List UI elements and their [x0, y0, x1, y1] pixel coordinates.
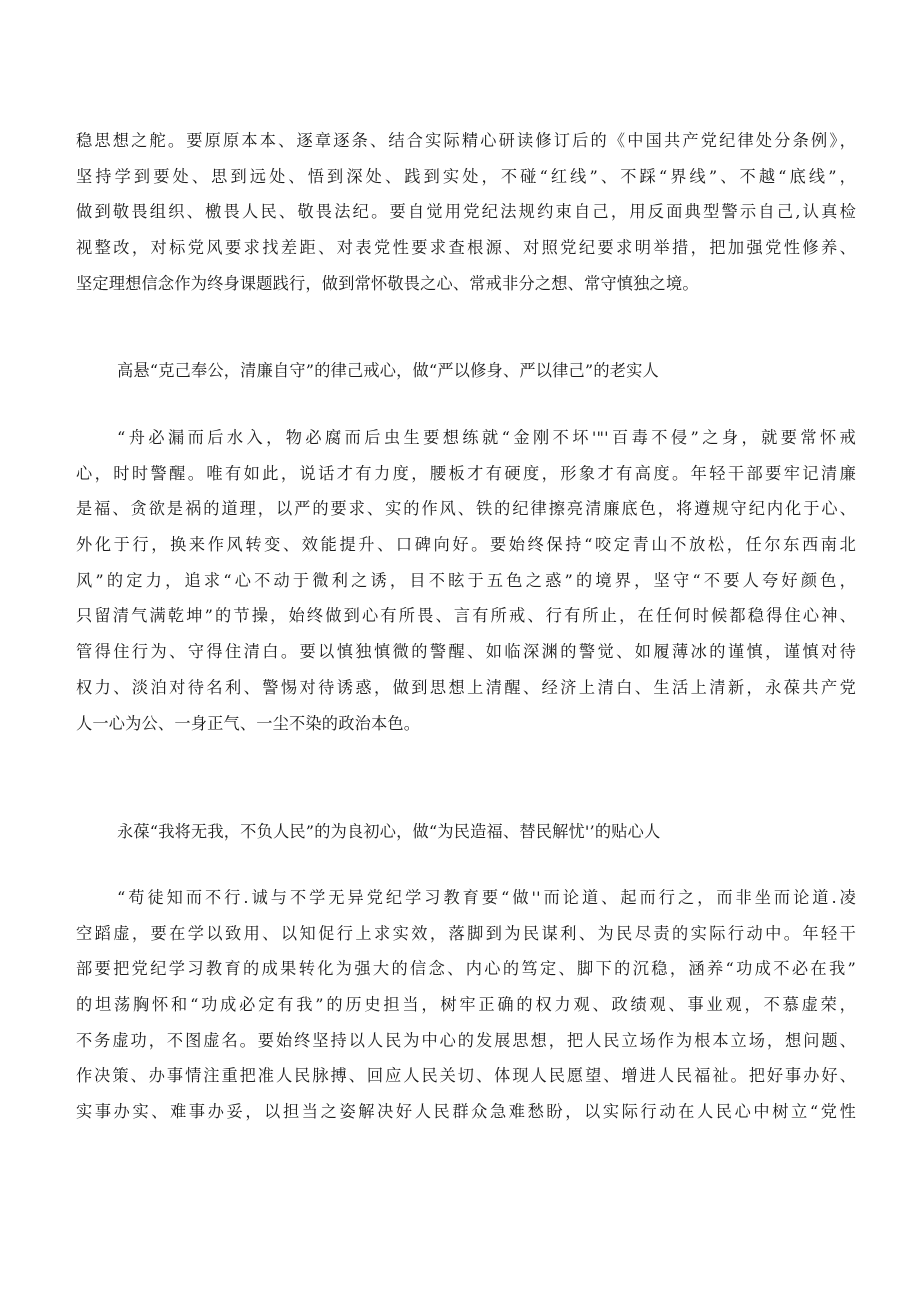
- text-line: “苟徒知而不行.诚与不学无异党纪学习教育要“做''而论道、起而行之，而非坐而论道.凌: [117, 888, 856, 907]
- paragraph-integrity: [76, 420, 856, 741]
- text-line: 人一心为公、一身正气、一尘不染的政治本色。: [76, 713, 421, 733]
- section-heading-self-discipline: 高悬“克己奉公，清廉自守”的律己戒心，做“严以修身、严以律己”的老实人: [117, 361, 659, 380]
- text-line: 视整改，对标党风要求找差距、对表党性要求查根源、对照党纪要求明举措，把加强党性修养、: [76, 238, 856, 258]
- text-line: 实事办实、难事办妥，以担当之姿解决好人民群众急难愁盼，以实际行动在人民心中树立“党性: [76, 1102, 856, 1122]
- text-line: 坚定理想信念作为终身课题践行，做到常怀敬畏之心、常戒非分之想、常守慎独之境。: [76, 273, 699, 293]
- text-line: 是福、贪欲是祸的道理，以严的要求、实的作风、铁的纪律擦亮清廉底色，将遵规守纪内化于心、: [76, 499, 856, 519]
- text-line: 外化于行，换来作风转变、效能提升、口碑向好。要始终保持“咬定青山不放松，任尔东西南北: [76, 535, 856, 555]
- text-line: 风”的定力，追求“心不动于微利之诱，目不眩于五色之惑”的境界，坚守“不要人夸好颜色，: [76, 570, 856, 590]
- paragraph-discipline-study: [76, 123, 856, 301]
- text-line: 空蹈虚，要在学以致用、以知促行上求实效，落脚到为民谋利、为民尽责的实际行动中。年轻干: [76, 923, 856, 943]
- text-line: 权力、淡泊对待名利、警惕对待诱惑，做到思想上清醒、经济上清白、生活上清新，永葆共产党: [76, 677, 856, 697]
- section-heading-serve-people: 永葆“我将无我，不负人民”的为良初心，做“为民造福、替民解忧'’的贴心人: [117, 822, 661, 841]
- text-line: 做到敬畏组织、檄畏人民、敬畏法纪。要自觉用党纪法规约束自己，用反面典型警示自己,认真检: [76, 202, 856, 222]
- text-line: 稳思想之舵。要原原本本、逐章逐条、结合实际精心研读修订后的《中国共产党纪律处分条例》，: [76, 131, 856, 150]
- text-line: 的坦荡胸怀和“功成必定有我”的历史担当，树牢正确的权力观、政绩观、事业观，不慕虚荣，: [76, 995, 856, 1015]
- text-line: 坚持学到要处、思到远处、悟到深处、践到实处，不碰“红线”、不踩“界线”、不越“底线”，: [76, 166, 856, 186]
- paragraph-serve-people: [76, 880, 856, 1130]
- text-line: 心，时时警醒。唯有如此，说话才有力度，腰板才有硬度，形象才有高度。年轻干部要牢记清廉: [76, 463, 856, 483]
- text-line: 管得住行为、守得住清白。要以慎独慎微的警醒、如临深渊的警觉、如履薄冰的谨慎，谨慎对待: [76, 642, 856, 662]
- text-line: 作决策、办事情注重把准人民脉搏、回应人民关切、体现人民愿望、增进人民福祉。把好事办好、: [76, 1066, 856, 1086]
- text-line: 不务虚功，不图虚名。要始终坚持以人民为中心的发展思想，把人民立场作为根本立场，想问题、: [76, 1030, 856, 1050]
- text-line: “舟必漏而后水入，物必腐而后虫生要想练就“金刚不坏'"'百毒不侵”之身，就要常怀戒: [117, 428, 856, 447]
- text-line: 部要把党纪学习教育的成果转化为强大的信念、内心的笃定、脚下的沉稳，涵养“功成不必在我”: [76, 959, 856, 979]
- text-line: 只留清气满乾坤”的节操，始终做到心有所畏、言有所戒、行有所止，在任何时候都稳得住心神、: [76, 606, 856, 626]
